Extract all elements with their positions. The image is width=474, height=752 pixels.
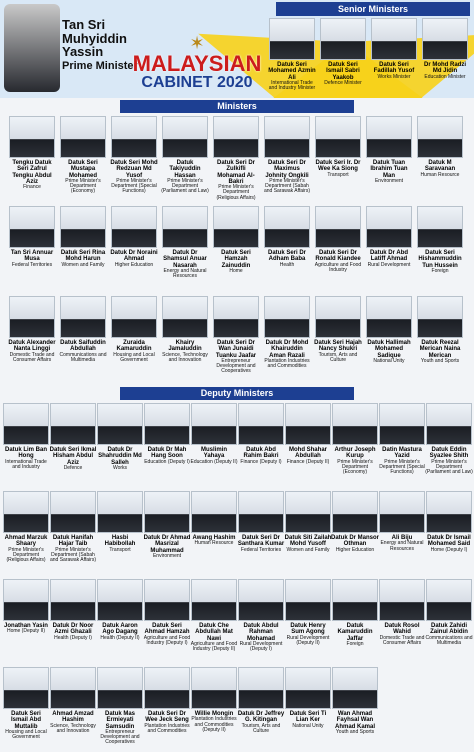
minister-name: Datuk Seri Dr Wan Junaidi Tuanku Jaafar [215,340,257,359]
deputy-minister-name: Datuk Eddin Syazlee Shith [429,447,469,460]
coat-of-arms-icon: ✶ [189,33,205,53]
minister-portfolio: Tourism, Arts and Culture [318,351,358,363]
minister-name: Datuk Seri Dr Ronald Kiandee [315,250,361,263]
deputy-minister-photo [379,491,425,533]
deputy-minister-photo [191,579,237,621]
deputy-minister-photo [238,403,284,445]
minister-portfolio: Prime Minister's Department (Parliament and Law) [161,177,209,195]
deputy-minister-card [284,491,332,553]
deputy-minister-name: Ali Biju [391,535,413,541]
deputy-minister-card [190,491,238,547]
minister-photo [60,296,106,338]
deputy-minister-portfolio: Science, Technology and Innovation [50,722,96,734]
minister-photo [111,116,157,158]
minister-card [59,116,107,195]
deputy-minister-card [378,403,426,475]
minister-name: Khairy Jamaluddin [168,340,202,353]
minister-card [161,116,209,195]
deputy-minister-card [96,403,144,471]
minister-card [110,296,158,363]
deputy-minister-name: Datuk Dr Mah Hang Soon [147,447,187,460]
minister-card [416,296,464,364]
minister-photo [264,206,310,248]
minister-photo [417,296,463,338]
title-main: MALAYSIAN [132,51,262,76]
deputy-minister-photo [285,491,331,533]
minister-card [110,206,158,268]
minister-name: Datuk M Saravanan [424,160,456,173]
minister-portfolio: Human Resource [420,171,460,178]
deputy-minister-name: Datuk Seri Ikmal Hisham Abdul Aziz [49,447,97,466]
minister-card [263,116,311,195]
minister-photo [162,116,208,158]
deputy-minister-portfolio: Health (Deputy II) [100,634,140,641]
deputy-minister-card [378,491,426,552]
deputy-minister-name: Datuk Dr Ahmad Masrizal Muhammad [143,535,191,554]
deputy-minister-photo [97,403,143,445]
deputy-minister-card [49,667,97,734]
deputy-minister-photo [238,579,284,621]
minister-name: Datuk Seri Dr Maximus Johnity Ongkili [265,160,309,179]
deputy-minister-portfolio: National Unity [292,722,324,729]
senior-minister-photo [320,18,366,60]
deputy-minister-card [331,491,379,553]
deputy-minister-card [190,579,238,652]
deputy-minister-photo [191,491,237,533]
deputy-minister-name: Datuk Abdul Rahman Mohamad [243,623,279,642]
deputy-minister-name: Datuk Dr Jeffrey G. Kitingan [237,711,285,724]
deputy-minister-card [2,667,50,740]
minister-portfolio: Finance [23,184,41,191]
deputy-minister-photo [426,403,472,445]
deputy-minister-card [331,667,379,735]
deputy-minister-photo [285,579,331,621]
deputy-minister-photo [285,667,331,709]
minister-name: Datuk Dr Noraini Ahmad [110,250,158,263]
minister-card [59,206,107,268]
deputy-minister-name: Datuk Seri Ismail Abd Muttalib [10,711,42,730]
deputy-minister-photo [3,491,49,533]
deputy-minister-name: Datuk Seri Dr Santhara Kumar [237,535,285,548]
deputy-minister-card [143,403,191,465]
minister-card [110,116,158,195]
deputy-minister-card [49,579,97,641]
deputy-minister-photo [332,491,378,533]
minister-name: Datuk Dr Shamsul Anuar Nasarah [163,250,207,269]
minister-card [8,296,56,363]
minister-portfolio: Housing and Local Government [113,351,155,363]
deputy-minister-portfolio: Energy and Natural Resources [380,540,424,552]
minister-name: Datuk Seri Rina Mohd Harun [60,250,106,263]
deputy-minister-photo [332,403,378,445]
deputy-minister-card [284,667,332,729]
minister-portfolio: Transport [327,171,349,178]
deputy-minister-card [237,403,285,465]
minister-card [59,296,107,363]
minister-card [8,206,56,268]
deputy-minister-name: Datuk Mas Ermieyati Samsudin [104,711,135,730]
minister-card [263,206,311,268]
deputy-minister-name: Datuk Rosol Wahid [384,623,420,636]
deputy-minister-photo [332,667,378,709]
deputy-minister-card [284,403,332,465]
deputy-minister-photo [3,403,49,445]
prime-minister-name: Tan Sri Muhyiddin Yassin [62,17,127,60]
minister-portfolio: Women and Family [61,261,105,268]
minister-portfolio: Rural Development [367,261,411,268]
deputy-minister-portfolio: Communications and Multimedia [425,634,473,646]
minister-card [314,116,362,178]
deputy-minister-name: Ahmad Amzad Hashim [52,711,94,724]
minister-photo [264,116,310,158]
deputy-minister-portfolio: Prime Minister's Department (Economy) [337,458,373,476]
minister-photo [366,296,412,338]
deputy-minister-portfolio: Rural Development (Deputy I) [239,640,283,653]
deputy-minister-portfolio: Plantation Industries and Commodities (Deputy II) [191,716,237,733]
deputy-minister-photo [50,491,96,533]
deputy-minister-portfolio: Education (Deputy I) [144,458,190,465]
deputy-minister-photo [426,579,472,621]
minister-name: Datuk Alexander Nanta Linggi [8,340,56,353]
minister-portfolio: Foreign [431,267,449,274]
deputy-minister-name: Datuk Hanifah Hajar Taib [52,535,94,548]
minister-photo [162,206,208,248]
minister-card [212,116,260,201]
minister-photo [417,206,463,248]
deputy-minister-name: Awang Hashim [192,535,236,541]
minister-card [314,296,362,363]
deputy-ministers-banner: Deputy Ministers [120,387,354,400]
minister-name: Datuk Seri Hamzah Zainuddin [221,250,251,269]
senior-minister-card [370,18,418,80]
deputy-minister-portfolio: Tourism, Arts and Culture [241,722,281,734]
deputy-minister-card [237,491,285,553]
deputy-minister-portfolio: Federal Territories [240,546,282,553]
minister-portfolio: Youth and Sports [420,357,460,364]
senior-minister-name: Datuk Seri Mohamed Azmin Ali [268,62,316,81]
minister-name: Zuraida Kamaruddin [116,340,152,353]
deputy-minister-portfolio: Health (Deputy I) [54,634,92,641]
cabinet-title [132,34,262,92]
deputy-minister-photo [191,403,237,445]
minister-name: Datuk Seri Mohd Redzuan Md Yusof [110,160,158,179]
minister-photo [9,206,55,248]
minister-portfolio: Science, Technology and Innovation [162,351,208,363]
minister-portfolio: Higher Education [114,261,154,268]
minister-name: Datuk Seri Ir. Dr Wee Ka Siong [315,160,361,173]
deputy-minister-portfolio: Foreign [346,640,364,647]
senior-minister-photo [422,18,468,60]
deputy-minister-card [143,579,191,646]
minister-photo [366,116,412,158]
minister-photo [60,116,106,158]
minister-photo [213,296,259,338]
deputy-minister-name: Willie Mongin [194,711,234,717]
deputy-minister-photo [3,579,49,621]
deputy-minister-portfolio: Finance (Deputy II) [286,458,330,465]
deputy-minister-name: Datuk Zahidi Zainul Abidin [430,623,468,636]
minister-card [365,206,413,268]
deputy-minister-card [96,667,144,746]
deputy-minister-name: Datuk Che Abdullah Mat Nawi [195,623,233,642]
minister-portfolio: Federal Territories [11,261,53,268]
deputy-minister-portfolio: Transport [109,546,131,553]
deputy-minister-portfolio: Housing and Local Government [5,728,47,741]
senior-minister-photo [269,18,315,60]
minister-photo [315,296,361,338]
minister-name: Datuk Reezal Merican Naina Merican [419,340,461,359]
deputy-minister-photo [144,403,190,445]
deputy-minister-photo [50,403,96,445]
deputy-minister-card [190,667,238,733]
senior-ministers-banner: Senior Ministers [276,2,470,16]
prime-minister-role: Prime Minister [62,59,138,72]
senior-minister-name: Datuk Seri Ismail Sabri Yaakob [326,62,360,81]
minister-name: Datuk Seri Hishammuddin Tun Hussein [418,250,462,269]
deputy-minister-portfolio: Entrepreneur Development and Cooperatives [100,728,140,746]
deputy-minister-photo [144,579,190,621]
deputy-minister-portfolio: Prime Minister's Department (Special Functions) [379,458,425,476]
minister-card [8,116,56,190]
deputy-minister-card [2,579,50,635]
deputy-minister-photo [50,579,96,621]
deputy-minister-name: Mohd Shahar Abdullah [288,447,327,460]
minister-photo [417,116,463,158]
minister-card [365,296,413,364]
deputy-minister-card [49,403,97,471]
minister-photo [111,206,157,248]
minister-card [161,296,209,363]
ministers-banner: Ministers [120,100,354,113]
minister-photo [213,206,259,248]
deputy-minister-name: Datuk Kamaruddin Jaffar [337,623,373,642]
minister-portfolio: Energy and Natural Resources [163,267,207,280]
minister-name: Tengku Datuk Seri Zafrul Tengku Abdul Aziz [12,160,52,185]
minister-portfolio: Prime Minister's Department (Economy) [65,177,101,195]
deputy-minister-card [96,491,144,553]
minister-card [161,206,209,279]
senior-minister-portfolio: Education Minister [424,73,466,80]
deputy-minister-name: Datuk Seri Dr Wee Jeck Seng [145,711,189,724]
senior-minister-portfolio: Works Minister [377,73,411,80]
deputy-minister-portfolio: Prime Minister's Department (Parliament and Law) [425,458,473,476]
deputy-minister-portfolio: Education (Deputy II) [190,458,238,465]
minister-portfolio: National Unity [373,357,405,364]
deputy-minister-portfolio: Environment [152,552,182,559]
deputy-minister-photo [97,579,143,621]
minister-photo [264,296,310,338]
deputy-minister-name: Datuk Abd Rahim Bakri [243,447,279,460]
deputy-minister-name: Datuk Seri Ti Lian Ker [289,711,327,724]
deputy-minister-portfolio: Plantation Industries and Commodities [144,722,190,734]
deputy-minister-name: Datuk Lim Ban Hong [4,447,47,460]
minister-portfolio: Communications and Multimedia [59,351,107,363]
minister-name: Datuk Seri Dr Adham Baba [267,250,306,263]
minister-name: Datuk Seri Mustapa Mohamed [68,160,98,179]
deputy-minister-card [49,491,97,563]
deputy-minister-portfolio: Prime Minister's Department (Sabah and Sarawak Affairs) [49,546,97,564]
deputy-minister-card [331,403,379,475]
deputy-minister-photo [379,403,425,445]
minister-photo [162,296,208,338]
minister-name: Datuk Saifuddin Abdullah [60,340,106,353]
minister-card [365,116,413,184]
deputy-minister-card [143,491,191,559]
minister-portfolio: Entrepreneur Development and Cooperatives [216,357,256,375]
minister-portfolio: Prime Minister's Department (Religious Affairs) [216,184,256,201]
deputy-minister-portfolio: Works [112,464,128,471]
minister-portfolio: Health [279,261,295,268]
senior-minister-card [319,18,367,86]
deputy-minister-name: Wan Ahmad Fayhsal Wan Ahmad Kamal [334,711,375,730]
deputy-minister-photo [144,491,190,533]
deputy-minister-photo [285,403,331,445]
senior-minister-portfolio: Defence Minister [324,79,362,86]
deputy-minister-card [331,579,379,647]
deputy-minister-photo [379,579,425,621]
deputy-minister-portfolio: Human Resource [194,540,234,547]
deputy-minister-portfolio: International Trade and Industry [5,458,47,470]
deputy-minister-photo [50,667,96,709]
deputy-minister-name: Datuk Dr Ismail Mohamed Said [427,535,471,548]
minister-portfolio: Prime Minister's Department (Special Functions) [111,177,157,195]
minister-name: Datuk Tuan Ibrahim Tuan Man [370,160,408,179]
deputy-minister-name: Datuk Dr Noor Azmi Ghazali [52,623,94,636]
prime-minister-photo [4,4,60,92]
senior-minister-card [268,18,316,91]
minister-portfolio: Environment [374,177,404,184]
minister-photo [111,296,157,338]
deputy-minister-name: Hasbi Habibollah [104,535,136,548]
minister-card [212,296,260,375]
senior-minister-name: Datuk Seri Fadillah Yusof [373,62,415,75]
senior-minister-photo [371,18,417,60]
deputy-minister-name: Datuk Seri Ahmad Hamzah [144,623,190,636]
deputy-minister-photo [426,491,472,533]
deputy-minister-photo [97,667,143,709]
senior-minister-portfolio: International Trade and Industry Minister [268,79,316,92]
minister-name: Datuk Dr Abd Latiff Ahmad [369,250,409,263]
deputy-minister-card [237,579,285,652]
deputy-minister-card [143,667,191,734]
senior-minister-card [421,18,469,80]
minister-photo [9,296,55,338]
deputy-minister-card [2,491,50,563]
minister-card [416,116,464,178]
minister-name: Datuk Takiyuddin Hassan [169,160,201,179]
minister-portfolio: Plantation Industries and Commodities [264,357,310,370]
minister-name: Datuk Seri Dr Zulkifli Mohamad Al-Bakri [216,160,255,185]
minister-photo [213,116,259,158]
minister-photo [9,116,55,158]
minister-photo [315,206,361,248]
deputy-minister-photo [238,667,284,709]
deputy-minister-photo [3,667,49,709]
deputy-minister-portfolio: Youth and Sports [335,728,375,735]
deputy-minister-name: Arthur Joseph Kurup [334,447,376,460]
minister-card [263,296,311,369]
deputy-minister-portfolio: Home (Deputy I) [430,546,468,553]
deputy-minister-portfolio: Agriculture and Food Industry (Deputy II) [190,640,238,653]
deputy-minister-photo [332,579,378,621]
minister-card [212,206,260,274]
deputy-minister-name: Muslimin Yahaya [200,447,227,460]
deputy-minister-card [425,491,473,553]
minister-card [416,206,464,274]
deputy-minister-name: Datuk Henry Sum Agong [290,623,326,636]
minister-name: Datuk Dr Mohd Khairuddin Aman Razali [265,340,309,359]
deputy-minister-card [237,667,285,734]
minister-photo [315,116,361,158]
deputy-minister-photo [97,491,143,533]
deputy-minister-card [190,403,238,465]
deputy-minister-portfolio: Women and Family [286,546,330,553]
deputy-minister-card [425,403,473,475]
minister-photo [366,206,412,248]
minister-portfolio: Prime Minister's Department (Sabah and Sarawak Affairs) [263,177,311,195]
minister-name: Datuk Seri Hajah Nancy Shukri [314,340,362,353]
deputy-minister-portfolio: Defence [63,464,83,471]
deputy-minister-name: Datuk Dr Shahruddin Md Salleh [98,447,142,466]
minister-name: Tan Sri Annuar Musa [10,250,54,263]
minister-portfolio: Domestic Trade and Consumer Affairs [9,351,55,363]
deputy-minister-card [96,579,144,641]
minister-name: Datuk Hallimah Mohamed Sadique [367,340,411,359]
deputy-minister-card [2,403,50,470]
deputy-minister-portfolio: Higher Education [335,546,375,553]
deputy-minister-photo [238,491,284,533]
deputy-minister-card [284,579,332,646]
minister-portfolio: Home [229,267,243,274]
minister-photo [60,206,106,248]
deputy-minister-portfolio: Prime Minister's Department (Religious Affairs) [6,546,46,564]
minister-card [314,206,362,273]
deputy-minister-photo [144,667,190,709]
deputy-minister-photo [191,667,237,709]
deputy-minister-name: Datuk Aaron Ago Dagang [102,623,138,636]
deputy-minister-name: Datuk Siti Zailah Mohd Yusoff [284,535,332,548]
deputy-minister-portfolio: Finance (Deputy I) [240,458,282,465]
deputy-minister-name: Ahmad Marzuk Shaary [4,535,48,548]
deputy-minister-name: Datin Mastura Yazid [382,447,422,460]
senior-minister-name: Dr Mohd Radzi Md Jidin [424,62,466,75]
deputy-minister-portfolio: Rural Development (Deputy II) [286,634,330,646]
deputy-minister-portfolio: Domestic Trade and Consumer Affairs [379,634,425,646]
minister-portfolio: Agriculture and Food Industry [314,261,362,273]
deputy-minister-name: Jonathan Yasin [4,623,48,629]
deputy-minister-name: Datuk Dr Mansor Othman [331,535,380,548]
deputy-minister-card [378,579,426,646]
deputy-minister-card [425,579,473,646]
deputy-minister-portfolio: Home (Deputy II) [6,628,46,635]
title-sub: CABINET 2020 [141,74,253,92]
deputy-minister-portfolio: Agriculture and Food Industry (Deputy I) [143,634,191,646]
